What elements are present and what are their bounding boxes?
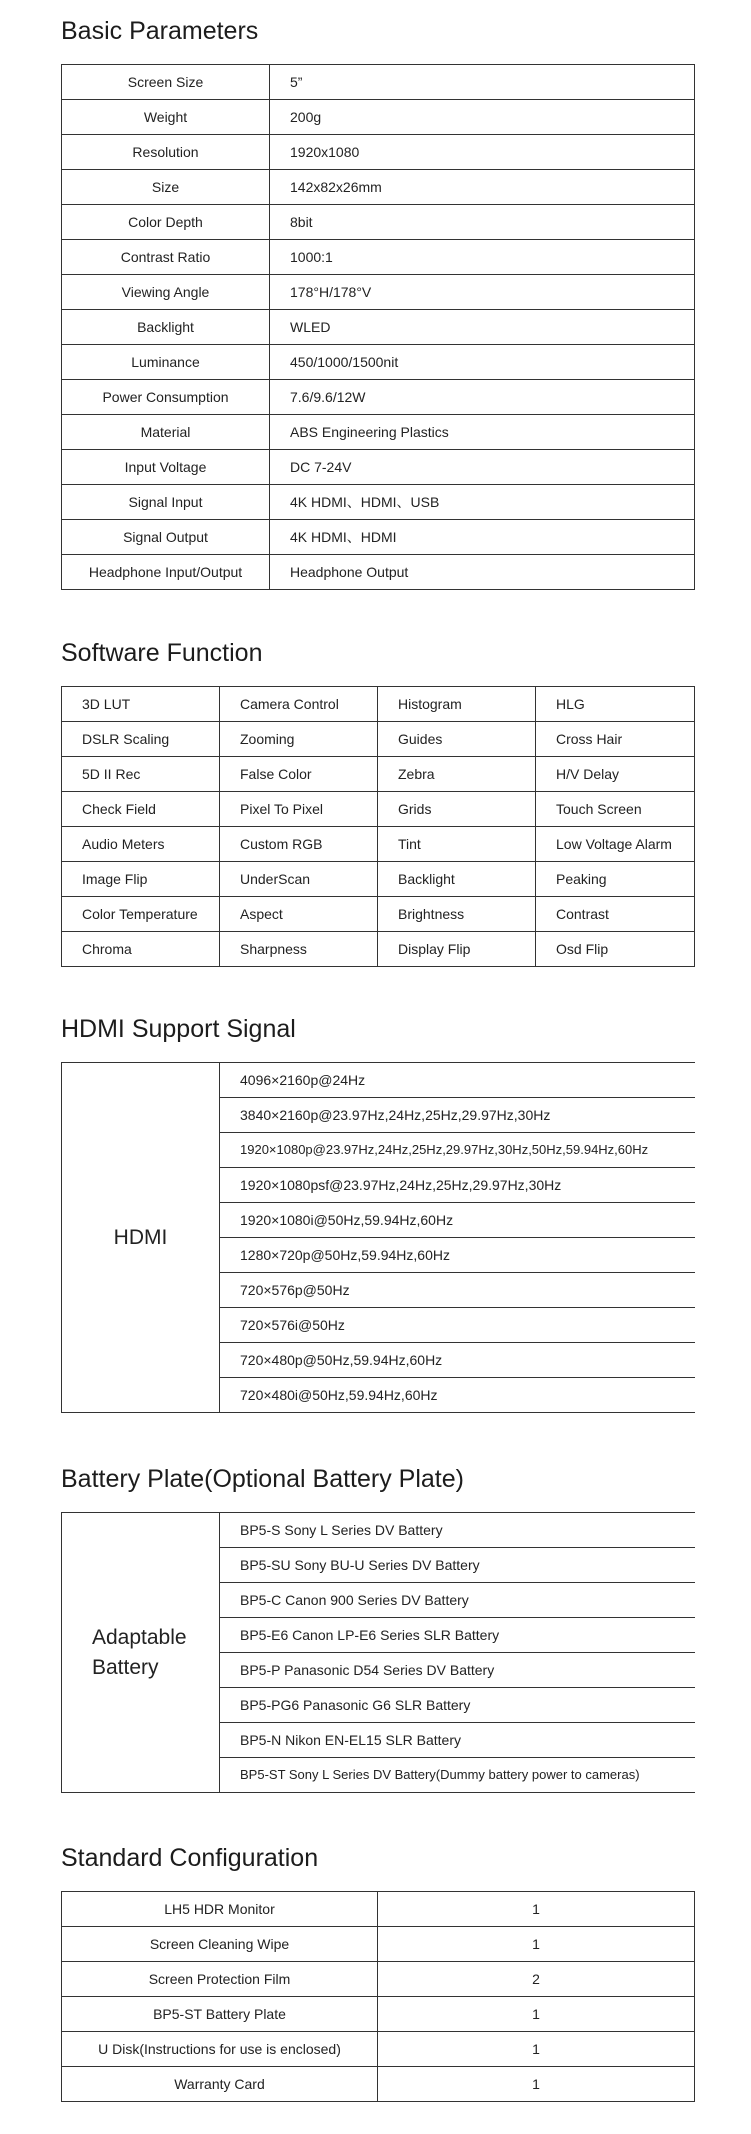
hdmi-signal: 1920×1080psf@23.97Hz,24Hz,25Hz,29.97Hz,30Hz [220,1168,695,1203]
hdmi-signal: 1920×1080i@50Hz,59.94Hz,60Hz [220,1203,695,1238]
parameter-label: Signal Output [62,520,270,555]
table-row [62,450,695,485]
software-function-cell: Grids [378,792,536,827]
table-row [62,722,695,757]
hdmi-signal: 720×480p@50Hz,59.94Hz,60Hz [220,1343,695,1378]
software-function-cell: Display Flip [378,932,536,967]
standard-configuration-title: Standard Configuration [61,1844,319,1872]
config-item: BP5-ST Battery Plate [62,1997,378,2032]
table-row [62,520,695,555]
table-row [62,932,695,967]
software-function-cell: 5D II Rec [62,757,220,792]
parameter-value: ABS Engineering Plastics [270,415,695,450]
config-quantity: 1 [378,2067,695,2102]
hdmi-label: HDMI [62,1063,220,1413]
software-function-cell: Color Temperature [62,897,220,932]
battery-plate-table [61,1512,695,1793]
table-row [62,2067,695,2102]
hdmi-support-section [61,1014,649,1403]
parameter-label: Luminance [62,345,270,380]
software-function-cell: Custom RGB [220,827,378,862]
parameter-value: 8bit [270,205,695,240]
software-function-cell: Check Field [62,792,220,827]
software-function-cell: Pixel To Pixel [220,792,378,827]
table-row [62,485,695,520]
table-row [62,415,695,450]
parameter-label: Contrast Ratio [62,240,270,275]
table-row [62,1513,695,1548]
hdmi-signal: 1280×720p@50Hz,59.94Hz,60Hz [220,1238,695,1273]
parameter-value: 178°H/178°V [270,275,695,310]
parameter-value: 1000:1 [270,240,695,275]
software-function-cell: Contrast [536,897,695,932]
battery-plate-item: BP5-E6 Canon LP-E6 Series SLR Battery [220,1618,695,1653]
battery-plate-item: BP5-ST Sony L Series DV Battery(Dummy battery power to cameras) [220,1758,695,1793]
hdmi-signal: 720×576p@50Hz [220,1273,695,1308]
battery-plate-item: BP5-P Panasonic D54 Series DV Battery [220,1653,695,1688]
hdmi-signal: 720×576i@50Hz [220,1308,695,1343]
parameter-value: 7.6/9.6/12W [270,380,695,415]
table-row [62,1962,695,1997]
table-row [62,170,695,205]
table-row [62,2032,695,2067]
parameter-label: Color Depth [62,205,270,240]
hdmi-signal: 1920×1080p@23.97Hz,24Hz,25Hz,29.97Hz,30Hz,50Hz,59.94Hz,60Hz [220,1133,695,1168]
parameter-label: Weight [62,100,270,135]
parameter-label: Viewing Angle [62,275,270,310]
software-function-cell: Zooming [220,722,378,757]
battery-plate-item: BP5-N Nikon EN-EL15 SLR Battery [220,1723,695,1758]
table-row [62,897,695,932]
hdmi-signal: 4096×2160p@24Hz [220,1063,695,1098]
parameter-value: 4K HDMI、HDMI [270,520,695,555]
config-quantity: 1 [378,1892,695,1927]
software-function-cell: Low Voltage Alarm [536,827,695,862]
basic-parameters-table [61,64,695,590]
software-function-cell: Zebra [378,757,536,792]
battery-plate-section [61,1464,640,1782]
parameter-label: Screen Size [62,65,270,100]
table-row [62,1063,695,1098]
config-item: Warranty Card [62,2067,378,2102]
battery-plate-title: Battery Plate(Optional Battery Plate) [61,1465,464,1493]
table-row [62,1997,695,2032]
parameter-value: 1920x1080 [270,135,695,170]
software-function-cell: DSLR Scaling [62,722,220,757]
parameter-value: 450/1000/1500nit [270,345,695,380]
basic-parameters-title: Basic Parameters [61,17,259,45]
basic-parameters-section [61,16,449,580]
config-quantity: 2 [378,1962,695,1997]
software-function-cell: Histogram [378,687,536,722]
table-row [62,135,695,170]
table-row [62,310,695,345]
table-row [62,757,695,792]
parameter-value: 5” [270,65,695,100]
table-row [62,862,695,897]
table-row [62,1927,695,1962]
software-function-cell: Brightness [378,897,536,932]
table-row [62,1892,695,1927]
table-row [62,555,695,590]
parameter-label: Material [62,415,270,450]
software-function-cell: Backlight [378,862,536,897]
software-function-section [61,638,672,957]
table-row [62,687,695,722]
software-function-cell: Image Flip [62,862,220,897]
battery-plate-item: BP5-C Canon 900 Series DV Battery [220,1583,695,1618]
software-function-cell: Sharpness [220,932,378,967]
software-function-cell: Osd Flip [536,932,695,967]
hdmi-support-title: HDMI Support Signal [61,1015,296,1043]
config-quantity: 1 [378,2032,695,2067]
config-item: LH5 HDR Monitor [62,1892,378,1927]
table-row [62,100,695,135]
parameter-value: 200g [270,100,695,135]
battery-plate-item: BP5-SU Sony BU-U Series DV Battery [220,1548,695,1583]
table-row [62,827,695,862]
software-function-cell: Peaking [536,862,695,897]
adaptable-battery-label: Adaptable Battery [62,1513,220,1793]
software-function-title: Software Function [61,639,263,667]
parameter-value: WLED [270,310,695,345]
software-function-cell: Touch Screen [536,792,695,827]
parameter-value: 142x82x26mm [270,170,695,205]
parameter-label: Input Voltage [62,450,270,485]
config-item: Screen Cleaning Wipe [62,1927,378,1962]
software-function-cell: Tint [378,827,536,862]
software-function-cell: Camera Control [220,687,378,722]
software-function-cell: UnderScan [220,862,378,897]
config-quantity: 1 [378,1997,695,2032]
hdmi-support-table [61,1062,695,1413]
software-function-cell: Aspect [220,897,378,932]
software-function-cell: False Color [220,757,378,792]
battery-plate-item: BP5-S Sony L Series DV Battery [220,1513,695,1548]
config-quantity: 1 [378,1927,695,1962]
table-row [62,205,695,240]
battery-plate-item: BP5-PG6 Panasonic G6 SLR Battery [220,1688,695,1723]
parameter-label: Backlight [62,310,270,345]
standard-configuration-section [61,1843,540,2092]
parameter-label: Headphone Input/Output [62,555,270,590]
parameter-label: Size [62,170,270,205]
software-function-cell: H/V Delay [536,757,695,792]
software-function-cell: 3D LUT [62,687,220,722]
table-row [62,275,695,310]
software-function-cell: Guides [378,722,536,757]
parameter-value: 4K HDMI、HDMI、USB [270,485,695,520]
parameter-label: Signal Input [62,485,270,520]
parameter-value: Headphone Output [270,555,695,590]
software-function-cell: Cross Hair [536,722,695,757]
table-row [62,65,695,100]
parameter-label: Power Consumption [62,380,270,415]
table-row [62,240,695,275]
table-row [62,792,695,827]
standard-configuration-table [61,1891,695,2102]
software-function-cell: Chroma [62,932,220,967]
parameter-label: Resolution [62,135,270,170]
hdmi-signal: 3840×2160p@23.97Hz,24Hz,25Hz,29.97Hz,30Hz [220,1098,695,1133]
hdmi-signal: 720×480i@50Hz,59.94Hz,60Hz [220,1378,695,1413]
config-item: U Disk(Instructions for use is enclosed) [62,2032,378,2067]
software-function-table [61,686,695,967]
software-function-cell: HLG [536,687,695,722]
parameter-value: DC 7-24V [270,450,695,485]
table-row [62,345,695,380]
table-row [62,380,695,415]
config-item: Screen Protection Film [62,1962,378,1997]
software-function-cell: Audio Meters [62,827,220,862]
